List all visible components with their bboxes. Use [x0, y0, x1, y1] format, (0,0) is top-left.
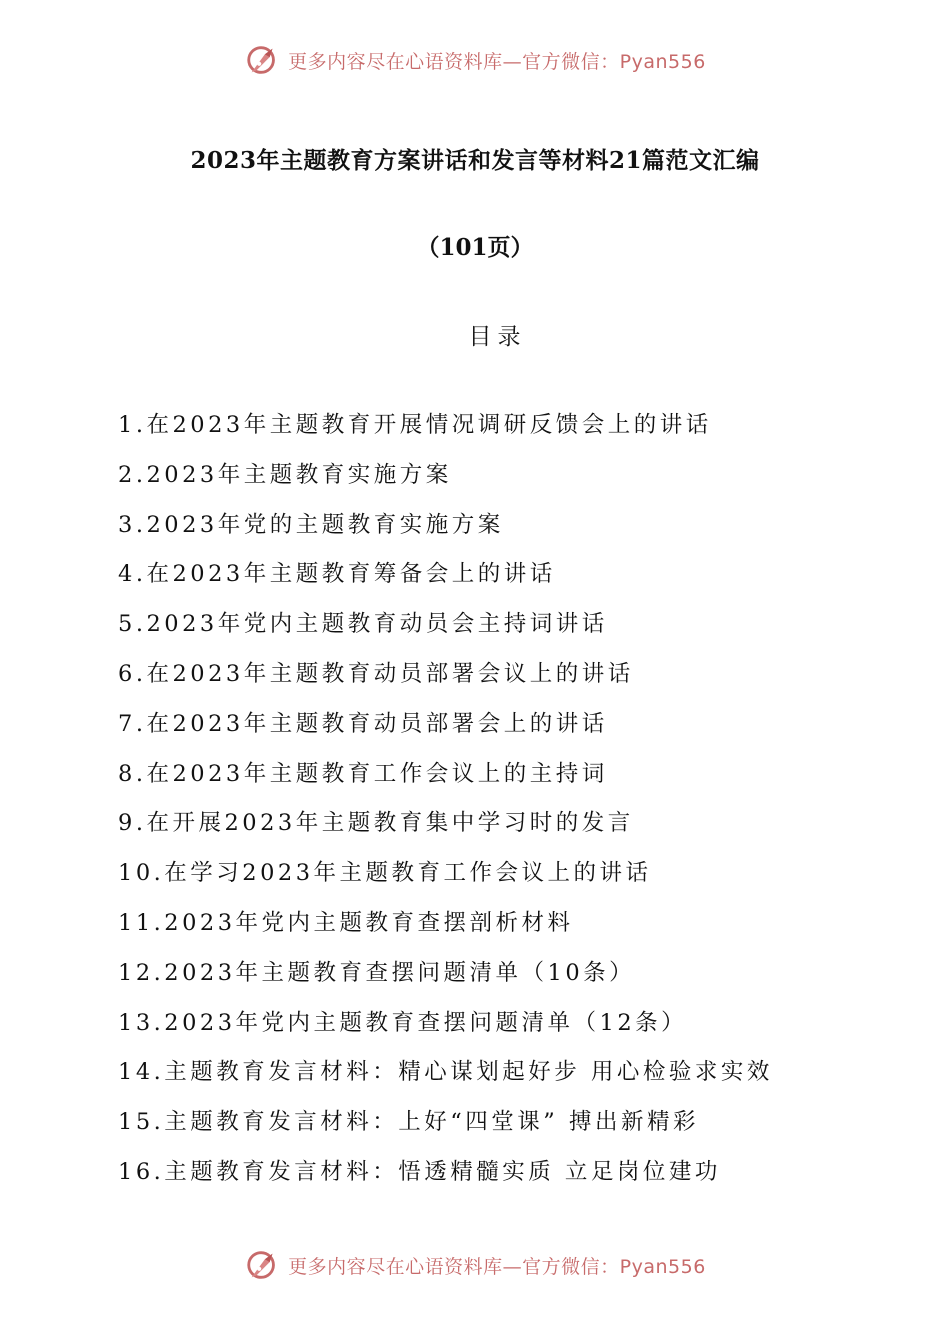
toc-item[interactable]: 12.2023年主题教育查摆问题清单（10条） [118, 959, 636, 986]
toc-item[interactable]: 13.2023年党内主题教育查摆问题清单（12条） [118, 1009, 688, 1036]
toc-item[interactable]: 7.在2023年主题教育动员部署会上的讲话 [118, 710, 608, 737]
footer-watermark [0, 1243, 950, 1287]
toc-item[interactable]: 1.在2023年主题教育开展情况调研反馈会上的讲话 [118, 412, 712, 438]
toc-item[interactable]: 11.2023年党内主题教育查摆剖析材料 [118, 909, 574, 936]
toc-item[interactable]: 3.2023年党的主题教育实施方案 [118, 511, 504, 538]
page-count: （101页） [416, 234, 534, 261]
toc-item[interactable]: 15.主题教育发言材料：上好“四堂课” 搏出新精彩 [118, 1109, 699, 1136]
toc-item[interactable]: 16.主题教育发言材料：悟透精髓实质 立足岗位建功 [118, 1158, 721, 1185]
toc-list [118, 406, 773, 1203]
header-watermark [0, 38, 950, 82]
toc-item[interactable]: 9.在开展2023年主题教育集中学习时的发言 [118, 810, 634, 837]
toc-item[interactable]: 8.在2023年主题教育工作会议上的主持词 [118, 760, 608, 787]
watermark-text: 更多内容尽在心语资料库—官方微信：Pyan556 [288, 1255, 706, 1278]
watermark-wechat-id: Pyan556 [619, 1255, 706, 1278]
pen-nib-logo-icon [244, 41, 282, 79]
toc-item[interactable]: 5.2023年党内主题教育动员会主持词讲话 [118, 611, 608, 638]
toc-item[interactable]: 4.在2023年主题教育筹备会上的讲话 [118, 561, 556, 588]
toc-item[interactable]: 2.2023年主题教育实施方案 [118, 461, 452, 488]
toc-item[interactable]: 14.主题教育发言材料：精心谋划起好步 用心检验求实效 [118, 1059, 773, 1086]
toc-heading: 目录 [468, 324, 527, 350]
toc-item[interactable]: 10.在学习2023年主题教育工作会议上的讲话 [118, 860, 652, 887]
watermark-wechat-id: Pyan556 [619, 50, 706, 73]
document-title: 2023年主题教育方案讲话和发言等材料21篇范文汇编 [190, 147, 760, 174]
watermark-text: 更多内容尽在心语资料库—官方微信：Pyan556 [288, 50, 706, 73]
toc-item[interactable]: 6.在2023年主题教育动员部署会议上的讲话 [118, 660, 634, 687]
pen-nib-logo-icon [244, 1246, 282, 1284]
